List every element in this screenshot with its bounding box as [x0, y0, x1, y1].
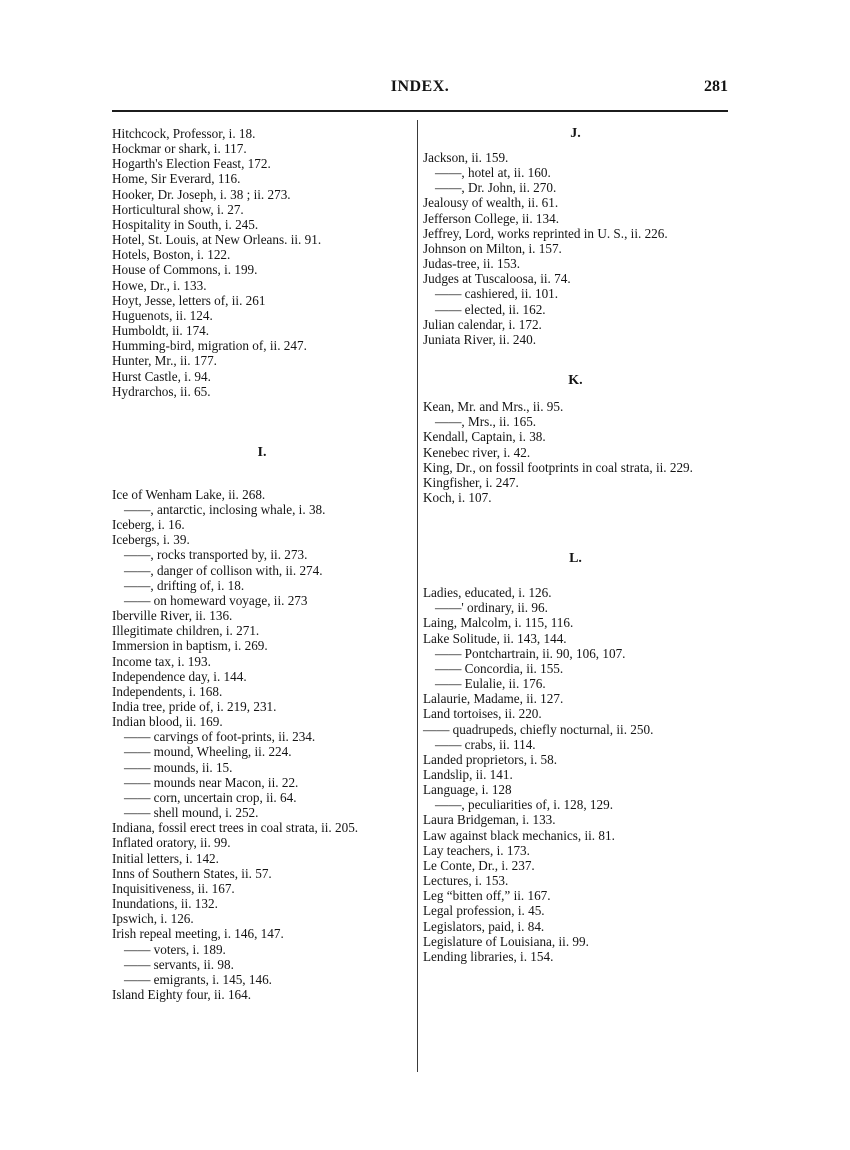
- index-entry: Humboldt, ii. 174.: [112, 323, 210, 339]
- index-entry: Ice of Wenham Lake, ii. 268.: [112, 486, 266, 502]
- running-head: [112, 78, 728, 104]
- index-entry: Howe, Dr., i. 133.: [112, 277, 207, 293]
- index-entry: Immersion in baptism, i. 269.: [112, 638, 268, 654]
- index-entry: Legislature of Louisiana, ii. 99.: [423, 933, 589, 949]
- index-entry: Ladies, educated, i. 126.: [423, 585, 552, 601]
- index-entry: —— mounds near Macon, ii. 22.: [124, 774, 299, 790]
- index-entry: ——, Mrs., ii. 165.: [435, 414, 537, 430]
- index-entry: —— Pontchartrain, ii. 90, 106, 107.: [435, 645, 626, 661]
- index-entry: Kenebec river, i. 42.: [423, 444, 531, 460]
- index-entry: ——, hotel at, ii. 160.: [435, 165, 551, 181]
- index-entry: Landslip, ii. 141.: [423, 767, 513, 782]
- index-entry: ——, drifting of, i. 18.: [124, 577, 245, 593]
- index-group-i: [112, 487, 412, 1002]
- index-entry: Lectures, i. 153.: [423, 873, 509, 889]
- index-entry: Huguenots, ii. 124.: [112, 307, 213, 323]
- section-heading-k: K.: [568, 373, 583, 389]
- index-entry: Hockmar or shark, i. 117.: [112, 141, 247, 157]
- index-entry: Koch, i. 107.: [423, 489, 492, 505]
- index-entry: ——, danger of collison with, ii. 274.: [124, 562, 323, 578]
- index-entry: Inflated oratory, ii. 99.: [112, 835, 231, 851]
- index-entry: Iberville River, ii. 136.: [112, 608, 233, 624]
- index-entry: Independents, i. 168.: [112, 683, 223, 699]
- index-entry: Judges at Tuscaloosa, ii. 74.: [423, 271, 571, 287]
- section-heading-i: I.: [257, 444, 267, 460]
- index-entry: Icebergs, i. 39.: [112, 532, 190, 548]
- index-entry: Lake Solitude, ii. 143, 144.: [423, 630, 567, 646]
- index-entry: Jackson, ii. 159.: [423, 150, 509, 165]
- index-entry: Ipswich, i. 126.: [112, 911, 194, 927]
- index-group-l: [423, 585, 728, 964]
- index-entry: —— Eulalie, ii. 176.: [435, 676, 546, 692]
- page-title: INDEX.: [390, 78, 450, 95]
- index-entry: Lalaurie, Madame, ii. 127.: [423, 691, 564, 707]
- index-entry: —— cashiered, ii. 101.: [435, 286, 559, 302]
- index-entry: Laing, Malcolm, i. 115, 116.: [423, 615, 574, 631]
- index-entry: Hospitality in South, i. 245.: [112, 216, 259, 232]
- index-entry: Judas-tree, ii. 153.: [423, 256, 521, 272]
- index-entry: Laura Bridgeman, i. 133.: [423, 812, 556, 828]
- index-entry: Jeffrey, Lord, works reprinted in U. S., ii. 226.: [423, 225, 668, 241]
- index-entry: Hogarth's Election Feast, 172.: [112, 156, 271, 172]
- index-entry: Income tax, i. 193.: [112, 653, 211, 669]
- index-entry: Land tortoises, ii. 220.: [423, 706, 542, 722]
- index-entry: Humming-bird, migration of, ii. 247.: [112, 338, 307, 354]
- index-entry: Julian calendar, i. 172.: [423, 316, 542, 332]
- index-entry: Hotels, Boston, i. 122.: [112, 247, 231, 263]
- index-entry: —— Concordia, ii. 155.: [435, 660, 564, 676]
- index-entry: Johnson on Milton, i. 157.: [423, 240, 562, 256]
- index-entry: House of Commons, i. 199.: [112, 262, 258, 278]
- header-rule: [112, 110, 728, 112]
- index-entry: —— mound, Wheeling, ii. 224.: [124, 744, 292, 760]
- index-entry: Hoyt, Jesse, letters of, ii. 261: [112, 292, 266, 308]
- index-entry: Indian blood, ii. 169.: [112, 714, 223, 730]
- index-entry: ——, Dr. John, ii. 270.: [435, 180, 557, 196]
- index-entry: Juniata River, ii. 240.: [423, 331, 537, 347]
- index-entry: Landed proprietors, i. 58.: [423, 751, 558, 767]
- index-entry: Hitchcock, Professor, i. 18.: [112, 126, 256, 141]
- index-entry: Inundations, ii. 132.: [112, 896, 218, 912]
- index-entry: Home, Sir Everard, 116.: [112, 171, 241, 187]
- index-entry: Horticultural show, i. 27.: [112, 201, 244, 217]
- index-entry: Independence day, i. 144.: [112, 668, 247, 684]
- index-entry: Lending libraries, i. 154.: [423, 948, 554, 964]
- index-entry: —— emigrants, i. 145, 146.: [124, 971, 272, 987]
- index-entry: —— on homeward voyage, ii. 273: [124, 592, 308, 608]
- index-entry: Illegitimate children, i. 271.: [112, 623, 260, 639]
- index-entry: Iceberg, i. 16.: [112, 517, 185, 533]
- index-entry: —— corn, uncertain crop, ii. 64.: [124, 789, 297, 805]
- index-entry: ——' ordinary, ii. 96.: [435, 600, 548, 616]
- index-entry: King, Dr., on fossil footprints in coal strata, ii. 229.: [423, 459, 693, 475]
- index-entry: Irish repeal meeting, i. 146, 147.: [112, 926, 284, 942]
- index-entry: Hotel, St. Louis, at New Orleans. ii. 91.: [112, 232, 322, 248]
- index-group-j: [423, 150, 728, 347]
- index-entry: Hydrarchos, ii. 65.: [112, 383, 211, 399]
- index-entry: —— mounds, ii. 15.: [124, 759, 233, 775]
- index-entry: Legal profession, i. 45.: [423, 903, 545, 919]
- index-entry: —— servants, ii. 98.: [124, 956, 234, 972]
- index-entry: —— carvings of foot-prints, ii. 234.: [124, 729, 316, 745]
- index-entry: Jefferson College, ii. 134.: [423, 210, 560, 226]
- index-entry: Indiana, fossil erect trees in coal strata, ii. 205.: [112, 820, 359, 836]
- index-entry: —— quadrupeds, chiefly nocturnal, ii. 250.: [423, 721, 654, 737]
- index-entry: Le Conte, Dr., i. 237.: [423, 857, 535, 873]
- index-group-h: [112, 126, 412, 399]
- section-heading-l: L.: [569, 551, 582, 567]
- index-entry: Initial letters, i. 142.: [112, 850, 219, 866]
- index-entry: Language, i. 128: [423, 782, 512, 798]
- index-group-k: [423, 399, 728, 505]
- index-entry: Kendall, Captain, i. 38.: [423, 429, 546, 445]
- index-entry: Kean, Mr. and Mrs., ii. 95.: [423, 399, 564, 415]
- right-column: [423, 126, 728, 964]
- index-entry: Leg “bitten off,” ii. 167.: [423, 888, 551, 904]
- index-entry: Legislators, paid, i. 84.: [423, 918, 545, 934]
- index-entry: Law against black mechanics, ii. 81.: [423, 827, 615, 843]
- index-entry: Inquisitiveness, ii. 167.: [112, 880, 235, 896]
- index-entry: Hooker, Dr. Joseph, i. 38 ; ii. 273.: [112, 186, 291, 202]
- index-entry: Hunter, Mr., ii. 177.: [112, 353, 217, 369]
- page-number: 281: [704, 78, 728, 95]
- index-entry: Jealousy of wealth, ii. 61.: [423, 195, 559, 211]
- index-entry: —— crabs, ii. 114.: [435, 736, 536, 752]
- index-entry: Kingfisher, i. 247.: [423, 474, 519, 490]
- index-entry: ——, peculiarities of, i. 128, 129.: [435, 797, 613, 813]
- index-entry: Inns of Southern States, ii. 57.: [112, 865, 272, 881]
- index-entry: —— elected, ii. 162.: [435, 301, 546, 317]
- index-entry: Hurst Castle, i. 94.: [112, 368, 211, 384]
- index-entry: Lay teachers, i. 173.: [423, 842, 530, 858]
- column-divider: [417, 120, 418, 1072]
- index-entry: ——, rocks transported by, ii. 273.: [124, 547, 308, 563]
- left-column: [112, 126, 412, 1002]
- index-entry: Island Eighty four, ii. 164.: [112, 986, 252, 1002]
- index-entry: India tree, pride of, i. 219, 231.: [112, 699, 277, 714]
- index-entry: —— voters, i. 189.: [124, 941, 226, 957]
- index-entry: ——, antarctic, inclosing whale, i. 38.: [124, 501, 326, 517]
- index-entry: —— shell mound, i. 252.: [124, 805, 259, 821]
- section-heading-j: J.: [570, 126, 581, 141]
